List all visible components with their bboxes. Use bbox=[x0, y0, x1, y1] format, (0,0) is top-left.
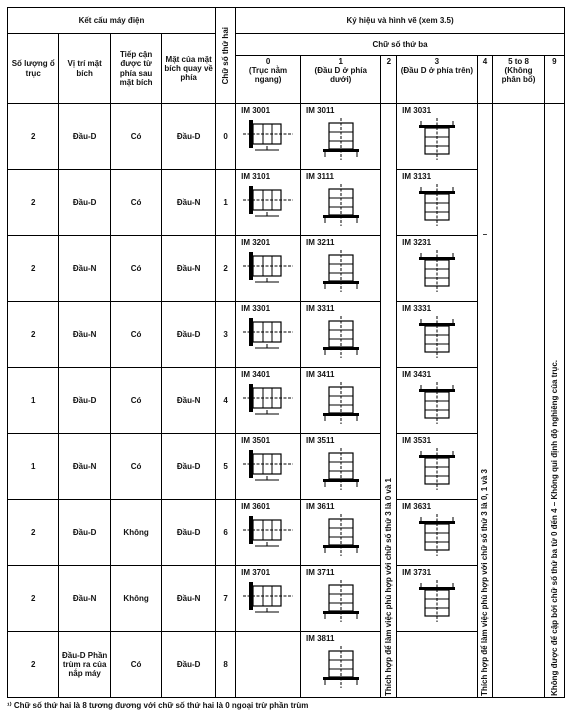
im-d-up-cell bbox=[397, 368, 478, 434]
im-d-up-cell bbox=[397, 236, 478, 302]
digit-9-header: 9 bbox=[544, 56, 564, 104]
im-code: IM 3631 bbox=[402, 502, 432, 511]
digit-9-note: Không được để cập bởi chữ số thứ ba từ 0 đến 4 – Không qui định độ nghiêng của trục. bbox=[544, 104, 564, 698]
vertical-down-motor-figure bbox=[321, 183, 361, 227]
flange-face-cell: Đầu-N bbox=[162, 566, 216, 632]
im-code: IM 3601 bbox=[241, 502, 271, 511]
im-horizontal-cell bbox=[236, 236, 301, 302]
im-code: IM 3411 bbox=[305, 370, 335, 379]
flange-face-header: Mặt của mặt bích quay về phía bbox=[162, 34, 216, 104]
im-d-up-cell bbox=[397, 104, 478, 170]
flange-face-cell: Đầu-D bbox=[162, 434, 216, 500]
im-d-down-cell bbox=[300, 368, 381, 434]
horizontal-motor-figure bbox=[241, 117, 295, 151]
im-code: IM 3001 bbox=[241, 106, 271, 115]
im-d-down-cell bbox=[300, 170, 381, 236]
im-d-down-cell bbox=[300, 434, 381, 500]
bearings-cell: 1 bbox=[8, 434, 59, 500]
access-cell: Có bbox=[110, 170, 161, 236]
machine-structure-heading: Kết cấu máy điện bbox=[8, 8, 216, 34]
im-horizontal-cell bbox=[236, 566, 301, 632]
vertical-up-motor-figure bbox=[417, 183, 457, 227]
im-code: IM 3311 bbox=[305, 304, 335, 313]
im-d-up-cell bbox=[397, 500, 478, 566]
table-footnote: ¹⁾ Chữ số thứ hai là 8 tương đương với chữ số thứ hai là 0 ngoại trừ phần trùm bbox=[7, 701, 309, 710]
flange-position-cell: Đầu-N bbox=[59, 236, 110, 302]
bearings-cell: 2 bbox=[8, 632, 59, 698]
mounting-arrangement-table bbox=[7, 7, 565, 698]
digit-5-8-cell bbox=[493, 104, 544, 698]
flange-position-cell: Đầu-D Phần trùm ra của nắp máy bbox=[59, 632, 110, 698]
flange-position-cell: Đầu-D bbox=[59, 170, 110, 236]
vertical-up-motor-figure bbox=[417, 579, 457, 623]
symbols-heading: Ký hiệu và hình vẽ (xem 3.5) bbox=[236, 8, 565, 34]
bearings-cell: 1 bbox=[8, 368, 59, 434]
im-d-down-cell bbox=[300, 566, 381, 632]
vertical-down-motor-figure bbox=[321, 315, 361, 359]
digit-1-header: 1 (Đầu D ở phía dưới) bbox=[300, 56, 381, 104]
table-row bbox=[8, 104, 565, 170]
bearings-cell: 2 bbox=[8, 566, 59, 632]
im-d-down-cell bbox=[300, 104, 381, 170]
vertical-down-motor-figure bbox=[321, 513, 361, 557]
horizontal-motor-figure bbox=[241, 315, 295, 349]
im-code: IM 3811 bbox=[305, 634, 335, 643]
second-digit-cell: 0 bbox=[215, 104, 235, 170]
bearings-header: Số lượng ổ trục bbox=[8, 34, 59, 104]
second-digit-cell: 7 bbox=[215, 566, 235, 632]
im-code: IM 3431 bbox=[402, 370, 432, 379]
digit-2-note: Thích hợp để làm việc phù hợp với chữ số thứ 3 là 0 và 1 bbox=[381, 104, 397, 698]
horizontal-motor-figure bbox=[241, 513, 295, 547]
im-d-down-cell bbox=[300, 500, 381, 566]
im-d-up-cell bbox=[397, 302, 478, 368]
access-cell: Có bbox=[110, 302, 161, 368]
flange-position-header: Vị trí mặt bích bbox=[59, 34, 110, 104]
flange-face-cell: Đầu-D bbox=[162, 500, 216, 566]
second-digit-cell: 3 bbox=[215, 302, 235, 368]
im-code: IM 3101 bbox=[241, 172, 271, 181]
second-digit-cell: 8 bbox=[215, 632, 235, 698]
im-code: IM 3701 bbox=[241, 568, 271, 577]
im-code: IM 3301 bbox=[241, 304, 271, 313]
access-cell: Có bbox=[110, 104, 161, 170]
digit-3-header: 3 (Đầu D ở phía trên) bbox=[397, 56, 478, 104]
access-cell: Có bbox=[110, 632, 161, 698]
im-code: IM 3231 bbox=[402, 238, 432, 247]
second-digit-cell: 1 bbox=[215, 170, 235, 236]
bearings-cell: 2 bbox=[8, 500, 59, 566]
im-code: IM 3031 bbox=[402, 106, 432, 115]
im-horizontal-cell bbox=[236, 302, 301, 368]
im-code: IM 3531 bbox=[402, 436, 432, 445]
im-horizontal-cell bbox=[236, 500, 301, 566]
vertical-down-motor-figure bbox=[321, 645, 361, 689]
second-digit-cell: 5 bbox=[215, 434, 235, 500]
flange-position-cell: Đầu-N bbox=[59, 566, 110, 632]
im-horizontal-cell bbox=[236, 434, 301, 500]
im-code: IM 3711 bbox=[305, 568, 335, 577]
flange-face-cell: Đầu-D bbox=[162, 632, 216, 698]
second-digit-cell: 4 bbox=[215, 368, 235, 434]
im-d-up-cell bbox=[397, 170, 478, 236]
bearings-cell: 2 bbox=[8, 170, 59, 236]
digit-2-header: 2 bbox=[381, 56, 397, 104]
im-d-up-cell bbox=[397, 566, 478, 632]
bearings-cell: 2 bbox=[8, 236, 59, 302]
vertical-up-motor-figure bbox=[417, 447, 457, 491]
flange-position-cell: Đầu-N bbox=[59, 434, 110, 500]
horizontal-motor-figure bbox=[241, 249, 295, 283]
access-cell: Không bbox=[110, 566, 161, 632]
flange-position-cell: Đầu-D bbox=[59, 500, 110, 566]
im-d-up-cell bbox=[397, 434, 478, 500]
horizontal-motor-figure bbox=[241, 447, 295, 481]
bearings-cell: 2 bbox=[8, 302, 59, 368]
standard-table-document bbox=[7, 7, 565, 710]
im-code: IM 3501 bbox=[241, 436, 271, 445]
dash-mark: – bbox=[482, 229, 488, 239]
vertical-down-motor-figure bbox=[321, 117, 361, 161]
digit-0-header: 0 (Trục nằm ngang) bbox=[236, 56, 301, 104]
vertical-up-motor-figure bbox=[417, 513, 457, 557]
vertical-up-motor-figure bbox=[417, 249, 457, 293]
digit-4-note: – Thích hợp để làm việc phù hợp với chữ số thứ 3 là 0, 1 và 3 bbox=[477, 104, 493, 698]
im-code: IM 3611 bbox=[305, 502, 335, 511]
flange-face-cell: Đầu-D bbox=[162, 302, 216, 368]
flange-face-cell: Đầu-N bbox=[162, 368, 216, 434]
vertical-up-motor-figure bbox=[417, 381, 457, 425]
second-digit-cell: 6 bbox=[215, 500, 235, 566]
access-header: Tiếp cận được từ phía sau mặt bích bbox=[110, 34, 161, 104]
im-horizontal-cell bbox=[236, 104, 301, 170]
im-code: IM 3211 bbox=[305, 238, 335, 247]
im-code: IM 3201 bbox=[241, 238, 271, 247]
digit-4-header: 4 bbox=[477, 56, 493, 104]
flange-position-cell: Đầu-N bbox=[59, 302, 110, 368]
im-code: IM 3131 bbox=[402, 172, 432, 181]
horizontal-motor-figure bbox=[241, 579, 295, 613]
im-code: IM 3011 bbox=[305, 106, 335, 115]
flange-position-cell: Đầu-D bbox=[59, 368, 110, 434]
horizontal-motor-figure bbox=[241, 381, 295, 415]
vertical-up-motor-figure bbox=[417, 117, 457, 161]
vertical-down-motor-figure bbox=[321, 381, 361, 425]
vertical-down-motor-figure bbox=[321, 447, 361, 491]
third-digit-heading: Chữ số thứ ba bbox=[236, 34, 565, 56]
access-cell: Có bbox=[110, 368, 161, 434]
access-cell: Có bbox=[110, 434, 161, 500]
im-code: IM 3731 bbox=[402, 568, 432, 577]
horizontal-motor-figure bbox=[241, 183, 295, 217]
im-code: IM 3331 bbox=[402, 304, 432, 313]
vertical-down-motor-figure bbox=[321, 579, 361, 623]
second-digit-cell: 2 bbox=[215, 236, 235, 302]
flange-face-cell: Đầu-N bbox=[162, 170, 216, 236]
flange-face-cell: Đầu-N bbox=[162, 236, 216, 302]
vertical-up-motor-figure bbox=[417, 315, 457, 359]
second-digit-header: Chữ số thứ hai bbox=[215, 8, 235, 104]
access-cell: Không bbox=[110, 500, 161, 566]
digit-5-8-header: 5 to 8 (Không phân bổ) bbox=[493, 56, 544, 104]
im-horizontal-cell bbox=[236, 170, 301, 236]
im-code: IM 3511 bbox=[305, 436, 335, 445]
im-d-down-cell bbox=[300, 302, 381, 368]
bearings-cell: 2 bbox=[8, 104, 59, 170]
flange-face-cell: Đầu-D bbox=[162, 104, 216, 170]
im-horizontal-cell bbox=[236, 368, 301, 434]
im-code: IM 3401 bbox=[241, 370, 271, 379]
im-d-up-cell bbox=[397, 632, 478, 698]
im-d-down-cell bbox=[300, 632, 381, 698]
access-cell: Có bbox=[110, 236, 161, 302]
im-code: IM 3111 bbox=[305, 172, 334, 181]
flange-position-cell: Đầu-D bbox=[59, 104, 110, 170]
im-d-down-cell bbox=[300, 236, 381, 302]
vertical-down-motor-figure bbox=[321, 249, 361, 293]
im-horizontal-cell bbox=[236, 632, 301, 698]
